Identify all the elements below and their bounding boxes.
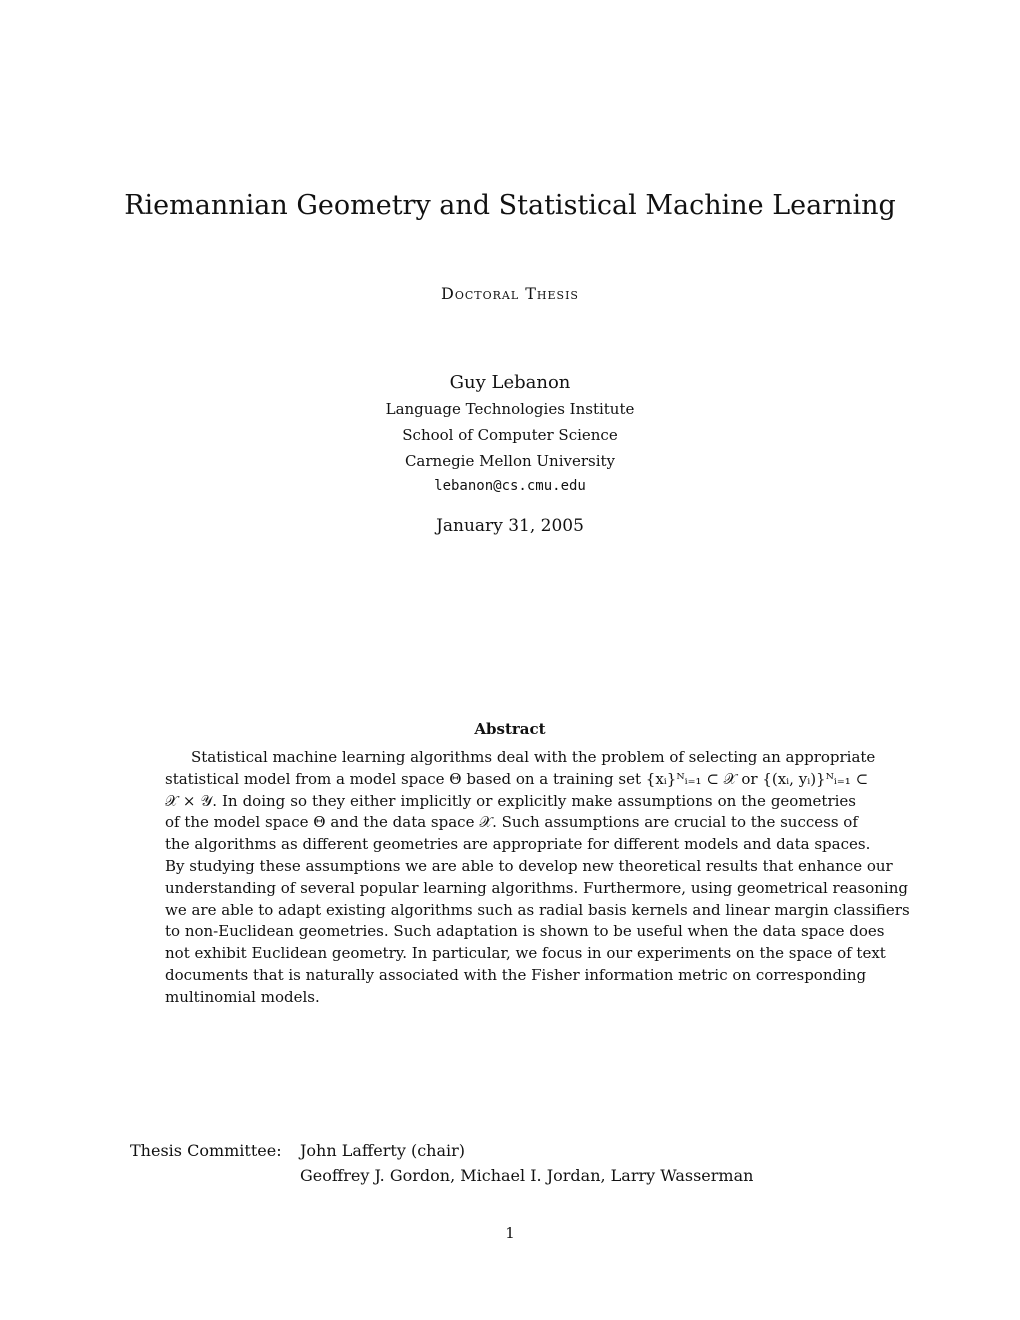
abstract-line: Statistical machine learning algorithms deal with the problem of selecting an appropriate [191,748,876,766]
abstract-line: statistical model from a model space Θ based on a training set {xᵢ}ᴺᵢ₌₁ ⊂ 𝒳 or {(xᵢ, yᵢ)}ᴺᵢ₌₁ ⊂ [165,769,869,788]
author-email: lebanon@cs.cmu.edu [434,478,586,494]
abstract-line: By studying these assumptions we are able to develop new theoretical results that enhance our [165,856,893,875]
committee-members: Geoffrey J. Gordon, Michael I. Jordan, Larry Wasserman [300,1166,754,1185]
abstract-line: understanding of several popular learning algorithms. Furthermore, using geometrical reasoning [165,878,908,897]
author-affiliation-school: School of Computer Science [402,426,618,444]
thesis-title: Riemannian Geometry and Statistical Machine Learning [124,190,896,221]
committee-chair: John Lafferty (chair) [300,1141,465,1160]
committee-label: Thesis Committee: [130,1141,282,1160]
thesis-subtitle: Doctoral Thesis [441,284,579,303]
abstract-line: the algorithms as different geometries are appropriate for different models and data spaces. [165,835,871,854]
author-affiliation-institute: Language Technologies Institute [385,400,635,418]
page-number: 1 [505,1224,515,1242]
abstract-line: to non-Euclidean geometries. Such adaptation is shown to be useful when the data space does [165,922,885,941]
abstract-line: not exhibit Euclidean geometry. In particular, we focus in our experiments on the space of text [165,944,886,963]
abstract-heading: Abstract [474,720,546,738]
abstract-line: we are able to adapt existing algorithms such as radial basis kernels and linear margin classifiers [165,900,910,919]
abstract-line: of the model space Θ and the data space 𝒳. Such assumptions are crucial to the success of [165,813,858,832]
abstract-line: multinomial models. [165,987,320,1006]
abstract-line: documents that is naturally associated with the Fisher information metric on corresponding [165,965,867,984]
abstract-line: 𝒳 × 𝒴. In doing so they either implicitly or explicitly make assumptions on the geometries [165,791,856,810]
author-name: Guy Lebanon [449,372,571,393]
thesis-date: January 31, 2005 [436,516,584,536]
abstract-body [165,747,910,1009]
author-affiliation-university: Carnegie Mellon University [404,452,616,470]
